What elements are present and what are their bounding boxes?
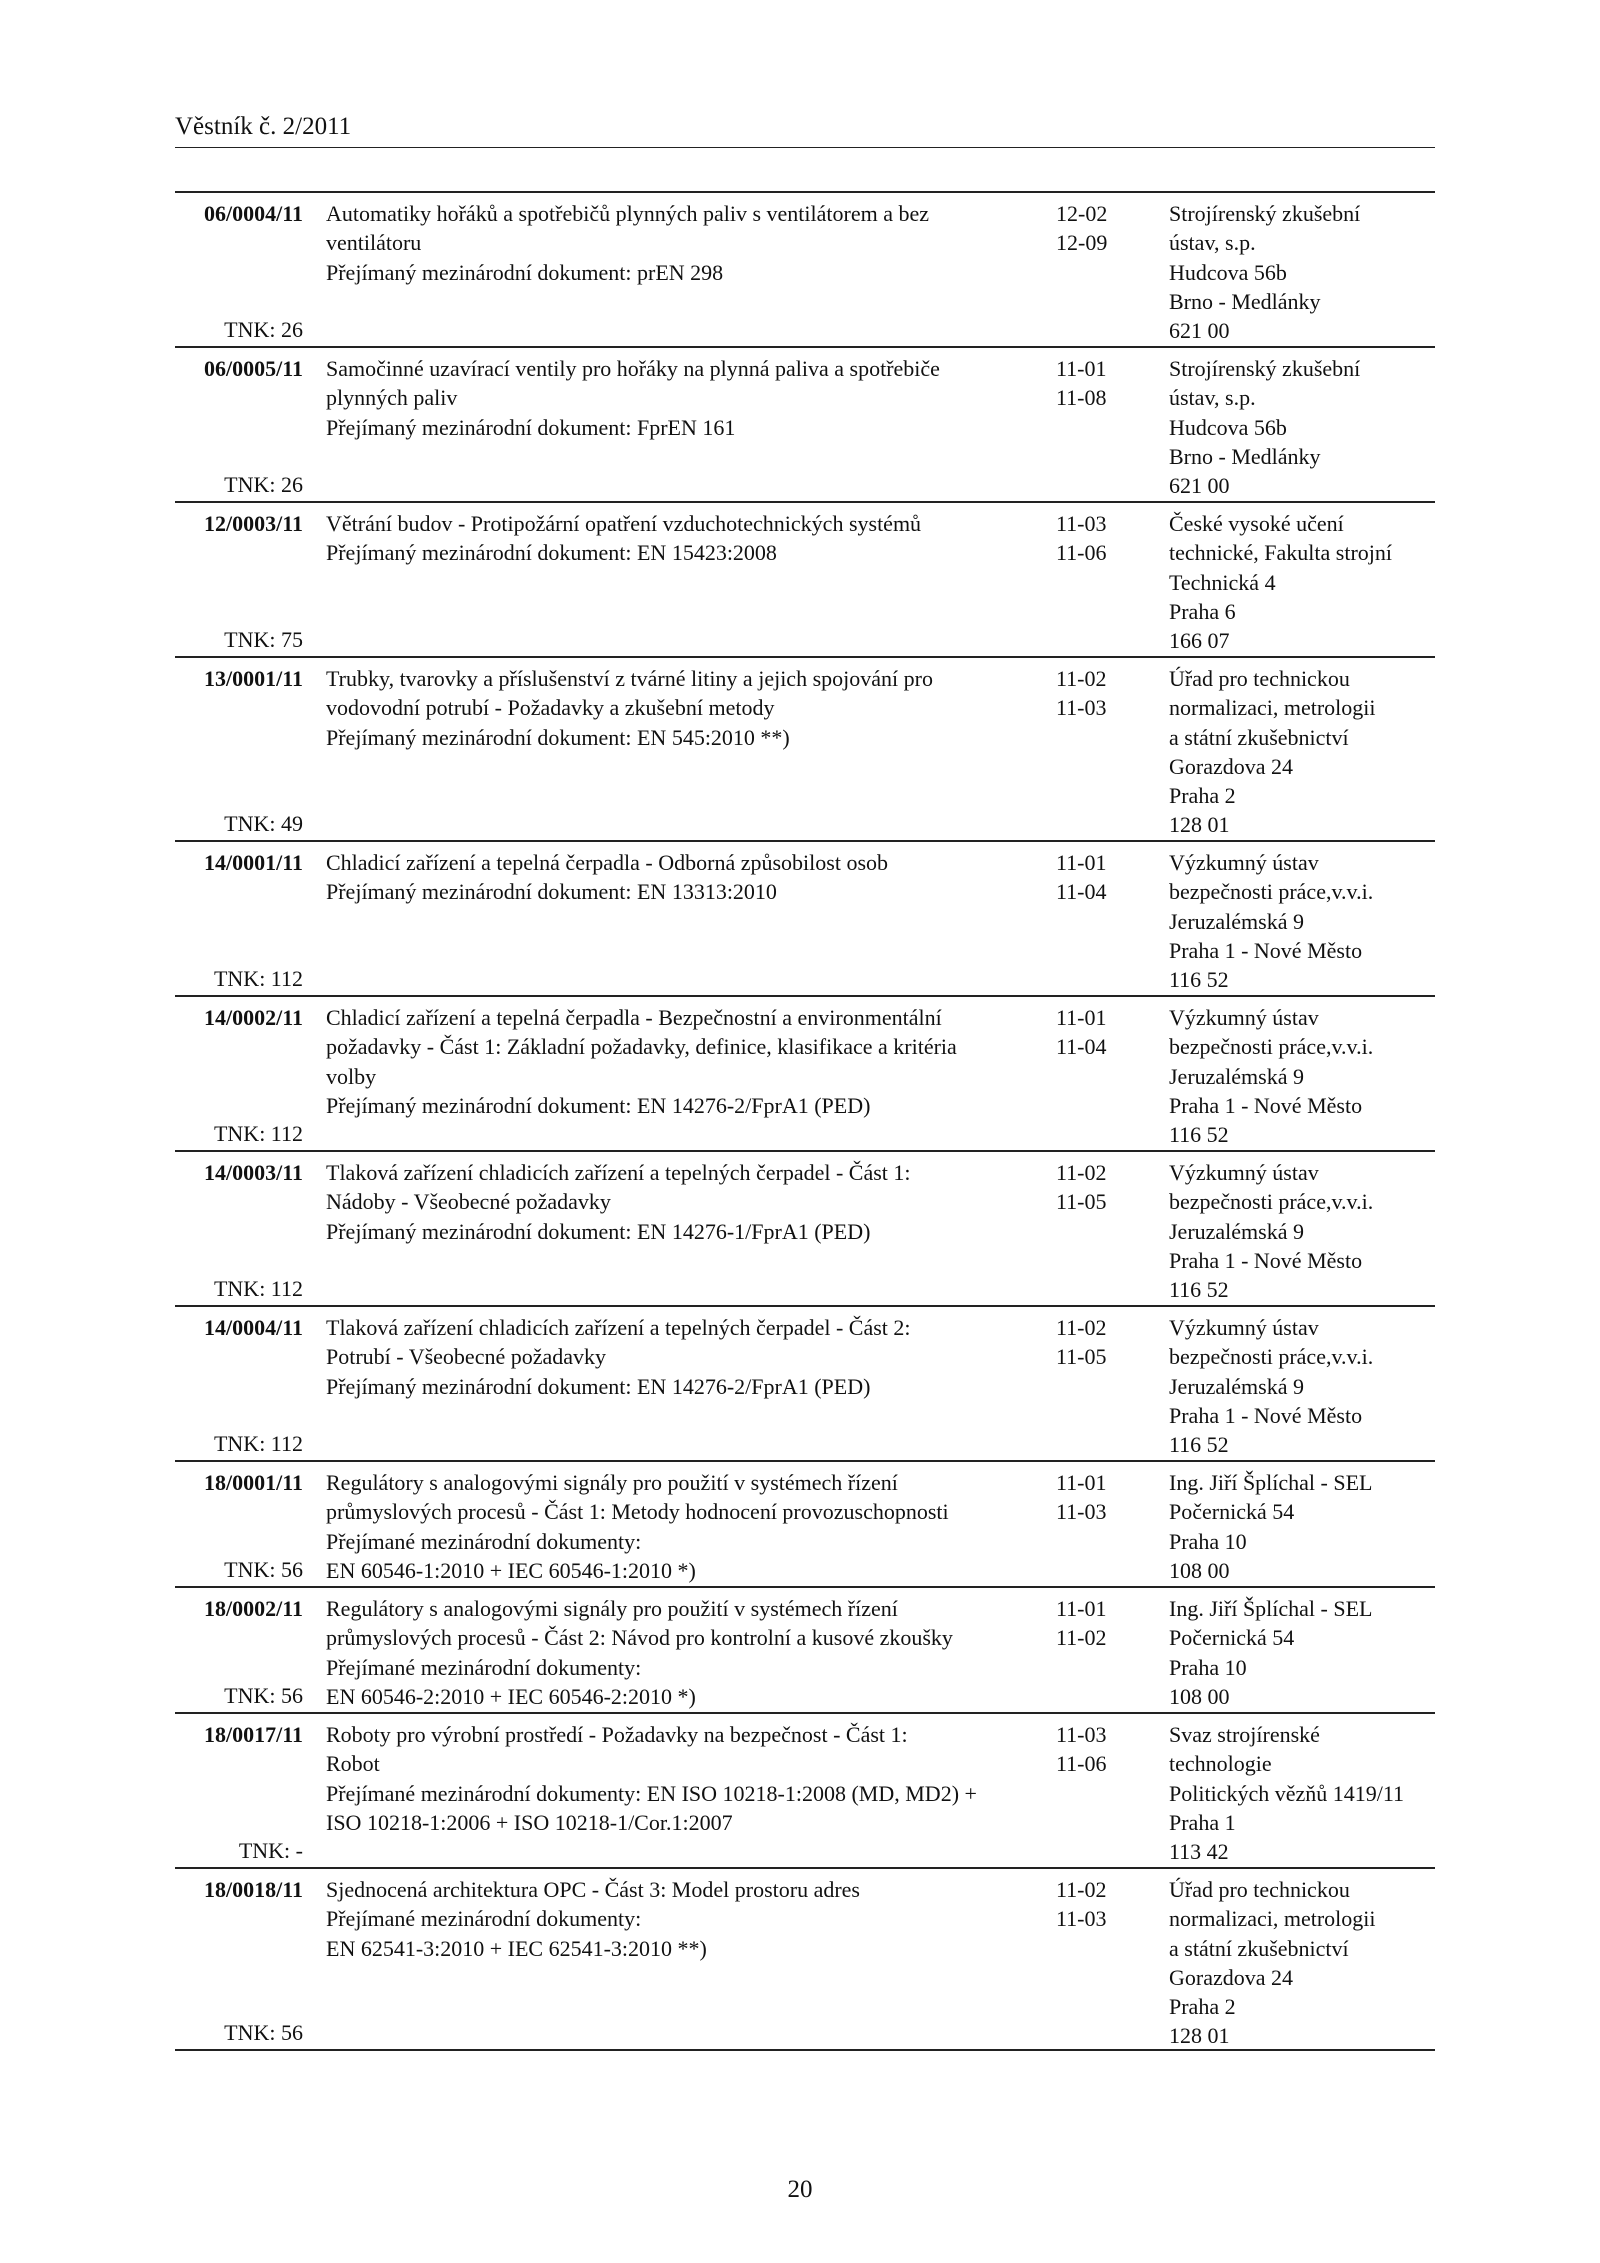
entry-tnk: TNK: 56 (224, 1682, 303, 1708)
table-row (175, 501, 1435, 656)
entry-description-line: Přejímaný mezinárodní dokument: EN 14276-2/FprA1 (PED) (326, 1092, 871, 1118)
table-row (175, 1867, 1435, 2051)
entry-organization (1169, 509, 1439, 655)
entry-organization-line: Brno - Medlánky (1169, 288, 1321, 314)
entry-code: 06/0005/11 (203, 356, 303, 381)
entry-organization-line: Praha 10 (1169, 1528, 1247, 1554)
entry-organization (1169, 1875, 1439, 2051)
entry-dates-line: 11-03 (1056, 1722, 1107, 1747)
entry-organization (1169, 1594, 1439, 1711)
entry-tnk: TNK: 26 (224, 316, 303, 342)
entry-description-line: Přejímaný mezinárodní dokument: FprEN 161 (326, 414, 736, 440)
entry-description-line: Samočinné uzavírací ventily pro hořáky na plynná paliva a spotřebiče (326, 356, 940, 381)
entry-code: 18/0001/11 (203, 1470, 303, 1495)
entry-description-line: EN 60546-1:2010 + IEC 60546-1:2010 *) (326, 1557, 696, 1583)
entry-dates-line: 11-08 (1056, 385, 1107, 411)
entry-organization (1169, 199, 1439, 345)
entry-organization-line: 108 00 (1169, 1683, 1230, 1709)
entry-organization-line: Praha 1 - Nové Město (1169, 1247, 1363, 1273)
entry-organization-line: Strojírenský zkušební (1169, 356, 1361, 381)
entry-dates-line: 11-03 (1056, 511, 1107, 536)
entry-organization-line: Hudcova 56b (1169, 259, 1287, 285)
entry-tnk: TNK: 112 (213, 1430, 303, 1456)
entry-description-line: Přejímané mezinárodní dokumenty: (326, 1654, 642, 1680)
entry-code: 18/0002/11 (203, 1596, 303, 1621)
entry-organization-line: Praha 6 (1169, 598, 1236, 624)
entry-description-line: Chladicí zařízení a tepelná čerpadla - Odborná způsobilost osob (326, 850, 889, 875)
entry-dates (1056, 1468, 1146, 1527)
entry-dates-line: 11-01 (1056, 1005, 1107, 1030)
entry-identifier (175, 848, 303, 993)
entry-organization-line: a státní zkušebnictví (1169, 1935, 1349, 1961)
entry-dates (1056, 848, 1146, 907)
entry-code: 14/0003/11 (203, 1160, 303, 1185)
entry-dates-line: 11-03 (1056, 1906, 1107, 1932)
entry-dates-line: 11-02 (1056, 1877, 1107, 1902)
entry-code: 18/0018/11 (203, 1877, 303, 1902)
entry-organization-line: Výzkumný ústav (1169, 1315, 1319, 1340)
entry-organization-line: bezpečnosti práce,v.v.i. (1169, 1189, 1374, 1215)
entry-description-line: vodovodní potrubí - Požadavky a zkušební metody (326, 695, 775, 721)
table-row (175, 346, 1435, 501)
page-header-title: Věstník č. 2/2011 (175, 113, 352, 140)
entry-organization-line: Jeruzalémská 9 (1169, 908, 1304, 934)
entry-description (326, 1158, 911, 1246)
entry-tnk: TNK: 56 (224, 2019, 303, 2045)
entry-dates (1056, 509, 1146, 568)
entry-code: 14/0001/11 (203, 850, 303, 875)
entry-description-line: plynných paliv (326, 385, 458, 411)
entry-description (326, 354, 940, 442)
entry-description-line: ISO 10218-1:2006 + ISO 10218-1/Cor.1:2007 (326, 1809, 733, 1835)
entry-dates-line: 11-02 (1056, 1625, 1107, 1651)
entry-identifier (175, 1875, 303, 2047)
entry-identifier (175, 1468, 303, 1584)
entry-organization-line: normalizaci, metrologii (1169, 1906, 1376, 1932)
entry-organization-line: bezpečnosti práce,v.v.i. (1169, 1034, 1374, 1060)
entry-description-line: průmyslových procesů - Část 2: Návod pro kontrolní a kusové zkoušky (326, 1625, 953, 1651)
entry-description (326, 509, 922, 568)
entry-description-line: Přejímané mezinárodní dokumenty: (326, 1528, 642, 1554)
entry-dates (1056, 199, 1146, 258)
table-row (175, 1305, 1435, 1460)
entry-organization-line: 621 00 (1169, 473, 1230, 499)
entry-dates-line: 11-05 (1056, 1189, 1107, 1215)
entry-dates-line: 11-01 (1056, 850, 1107, 875)
table-row (175, 656, 1435, 840)
entry-code: 13/0001/11 (203, 666, 303, 691)
entry-description-line: Roboty pro výrobní prostředí - Požadavky na bezpečnost - Část 1: (326, 1722, 908, 1747)
entry-organization-line: Hudcova 56b (1169, 414, 1287, 440)
entry-organization (1169, 1158, 1439, 1304)
entry-organization-line: ústav, s.p. (1169, 230, 1256, 256)
entry-tnk: TNK: 112 (213, 965, 303, 991)
entry-identifier (175, 509, 303, 654)
entry-organization-line: bezpečnosti práce,v.v.i. (1169, 1344, 1374, 1370)
entry-organization-line: 113 42 (1169, 1839, 1229, 1865)
entry-organization-line: Praha 1 - Nové Město (1169, 1092, 1363, 1118)
entry-dates-line: 11-04 (1056, 879, 1107, 905)
page-number: 20 (787, 2176, 813, 2203)
entry-description-line: Přejímané mezinárodní dokumenty: (326, 1906, 642, 1932)
entry-description-line: ventilátoru (326, 230, 422, 256)
entry-dates-line: 11-04 (1056, 1034, 1107, 1060)
entry-description (326, 1594, 953, 1711)
entry-dates-line: 11-02 (1056, 666, 1107, 691)
table-row (175, 1586, 1435, 1712)
entry-organization (1169, 1313, 1439, 1459)
entry-description-line: průmyslových procesů - Část 1: Metody hodnocení provozuschopnosti (326, 1499, 949, 1525)
entry-organization-line: ústav, s.p. (1169, 385, 1256, 411)
entry-code: 14/0004/11 (203, 1315, 303, 1340)
entry-organization-line: Praha 1 - Nové Město (1169, 937, 1363, 963)
entry-organization (1169, 1468, 1439, 1585)
entry-dates-line: 11-01 (1056, 1470, 1107, 1495)
entry-dates (1056, 1003, 1146, 1062)
entry-dates-line: 11-02 (1056, 1160, 1107, 1185)
entry-organization-line: Počernická 54 (1169, 1625, 1295, 1651)
entry-organization-line: 128 01 (1169, 812, 1230, 838)
entry-organization-line: a státní zkušebnictví (1169, 724, 1349, 750)
table-row (175, 840, 1435, 995)
entry-organization-line: 621 00 (1169, 318, 1230, 344)
table-row (175, 1460, 1435, 1586)
entry-organization-line: Výzkumný ústav (1169, 850, 1319, 875)
entry-organization-line: Brno - Medlánky (1169, 443, 1321, 469)
entry-description (326, 664, 933, 752)
entry-organization-line: 108 00 (1169, 1557, 1230, 1583)
entry-description-line: Chladicí zařízení a tepelná čerpadla - Bezpečnostní a environmentální (326, 1005, 942, 1030)
entry-description-line: EN 60546-2:2010 + IEC 60546-2:2010 *) (326, 1683, 696, 1709)
table-row (175, 1150, 1435, 1305)
entry-organization-line: 116 52 (1169, 967, 1229, 993)
table-row (175, 995, 1435, 1150)
entry-organization-line: Počernická 54 (1169, 1499, 1295, 1525)
entry-code: 06/0004/11 (203, 201, 303, 226)
entry-dates-line: 11-06 (1056, 1751, 1107, 1777)
entry-description-line: EN 62541-3:2010 + IEC 62541-3:2010 **) (326, 1935, 707, 1961)
entry-description-line: Nádoby - Všeobecné požadavky (326, 1189, 611, 1215)
entry-organization (1169, 1720, 1439, 1866)
entry-organization-line: technické, Fakulta strojní (1169, 540, 1392, 566)
header-divider (175, 147, 1435, 148)
entry-description-line: Přejímaný mezinárodní dokument: prEN 298 (326, 259, 724, 285)
entry-description (326, 1468, 949, 1585)
entry-description-line: Přejímaný mezinárodní dokument: EN 15423:2008 (326, 540, 777, 566)
entry-dates-line: 11-05 (1056, 1344, 1107, 1370)
entry-organization-line: České vysoké učení (1169, 511, 1344, 536)
entry-description-line: Regulátory s analogovými signály pro použití v systémech řízení (326, 1470, 898, 1495)
entry-organization-line: Strojírenský zkušební (1169, 201, 1361, 226)
entry-code: 18/0017/11 (203, 1722, 303, 1747)
entry-organization-line: Jeruzalémská 9 (1169, 1373, 1304, 1399)
entry-identifier (175, 354, 303, 499)
entry-organization-line: 128 01 (1169, 2023, 1230, 2049)
entry-description-line: Tlaková zařízení chladicích zařízení a tepelných čerpadel - Část 2: (326, 1315, 911, 1340)
entry-dates (1056, 1720, 1146, 1779)
entry-identifier (175, 1158, 303, 1303)
entry-description (326, 1003, 957, 1120)
entry-description-line: Regulátory s analogovými signály pro použití v systémech řízení (326, 1596, 898, 1621)
entry-dates (1056, 1594, 1146, 1653)
entry-organization-line: technologie (1169, 1751, 1272, 1777)
entry-organization-line: Technická 4 (1169, 569, 1276, 595)
entry-organization-line: Jeruzalémská 9 (1169, 1063, 1304, 1089)
entry-description (326, 1720, 977, 1837)
entry-dates-line: 11-01 (1056, 1596, 1107, 1621)
entry-identifier (175, 664, 303, 838)
entry-description (326, 199, 930, 287)
entry-tnk: TNK: 56 (224, 1556, 303, 1582)
entry-dates-line: 11-01 (1056, 356, 1107, 381)
entry-dates-line: 11-03 (1056, 695, 1107, 721)
entry-organization-line: Jeruzalémská 9 (1169, 1218, 1304, 1244)
entry-organization-line: Praha 1 (1169, 1809, 1236, 1835)
entry-tnk: TNK: 26 (224, 471, 303, 497)
entry-description (326, 848, 889, 907)
entry-organization-line: Gorazdova 24 (1169, 753, 1294, 779)
entry-description-line: Robot (326, 1751, 380, 1777)
entry-identifier (175, 1594, 303, 1710)
entry-organization-line: Úřad pro technickou (1169, 666, 1350, 691)
entry-organization-line: Úřad pro technickou (1169, 1877, 1350, 1902)
entry-organization-line: Výzkumný ústav (1169, 1005, 1319, 1030)
entry-dates-line: 12-09 (1056, 230, 1108, 256)
entry-description-line: volby (326, 1063, 377, 1089)
entry-tnk: TNK: 75 (224, 626, 303, 652)
entry-organization-line: bezpečnosti práce,v.v.i. (1169, 879, 1374, 905)
entry-tnk: TNK: - (238, 1837, 303, 1863)
entry-description-line: Větrání budov - Protipožární opatření vzduchotechnických systémů (326, 511, 922, 536)
entry-dates (1056, 664, 1146, 723)
table-row (175, 1712, 1435, 1867)
entry-dates (1056, 1158, 1146, 1217)
entry-description-line: Tlaková zařízení chladicích zařízení a tepelných čerpadel - Část 1: (326, 1160, 911, 1185)
entry-description-line: Přejímaný mezinárodní dokument: EN 14276-1/FprA1 (PED) (326, 1218, 871, 1244)
entry-organization-line: Praha 2 (1169, 783, 1236, 809)
entry-organization-line: normalizaci, metrologii (1169, 695, 1376, 721)
entry-description-line: Přejímaný mezinárodní dokument: EN 545:2010 **) (326, 724, 790, 750)
entry-organization-line: 166 07 (1169, 628, 1230, 654)
entry-description-line: požadavky - Část 1: Základní požadavky, definice, klasifikace a kritéria (326, 1034, 957, 1060)
entry-organization (1169, 1003, 1439, 1149)
entry-organization-line: Politických vězňů 1419/11 (1169, 1780, 1405, 1806)
entry-description-line: Přejímaný mezinárodní dokument: EN 14276-2/FprA1 (PED) (326, 1373, 871, 1399)
entry-organization-line: Praha 10 (1169, 1654, 1247, 1680)
entry-identifier (175, 1003, 303, 1148)
entry-identifier (175, 1313, 303, 1458)
entry-description-line: Automatiky hořáků a spotřebičů plynných paliv s ventilátorem a bez (326, 201, 930, 226)
entry-organization-line: 116 52 (1169, 1122, 1229, 1148)
table-row (175, 191, 1435, 346)
entry-dates (1056, 354, 1146, 413)
entry-organization (1169, 848, 1439, 994)
entry-dates (1056, 1875, 1146, 1934)
entry-tnk: TNK: 49 (224, 810, 303, 836)
entry-description-line: Přejímaný mezinárodní dokument: EN 13313:2010 (326, 879, 777, 905)
entry-dates-line: 11-02 (1056, 1315, 1107, 1340)
entry-tnk: TNK: 112 (213, 1275, 303, 1301)
standards-table (175, 191, 1435, 2051)
entry-organization-line: Ing. Jiří Šplíchal - SEL (1169, 1596, 1373, 1621)
entry-code: 12/0003/11 (203, 511, 303, 536)
entry-organization-line: Ing. Jiří Šplíchal - SEL (1169, 1470, 1373, 1495)
entry-description (326, 1875, 866, 1963)
entry-organization-line: Gorazdova 24 (1169, 1964, 1294, 1990)
entry-organization-line: 116 52 (1169, 1432, 1229, 1458)
entry-dates-line: 11-03 (1056, 1499, 1107, 1525)
entry-description-line: Sjednocená architektura OPC - Část 3: Model prostoru adres (326, 1877, 860, 1902)
entry-code: 14/0002/11 (203, 1005, 303, 1030)
entry-organization-line: Výzkumný ústav (1169, 1160, 1319, 1185)
entry-identifier (175, 199, 303, 344)
entry-organization-line: Svaz strojírenské (1169, 1722, 1320, 1747)
entry-identifier (175, 1720, 303, 1865)
entry-description-line: Potrubí - Všeobecné požadavky (326, 1344, 607, 1370)
entry-organization-line: Praha 1 - Nové Město (1169, 1402, 1363, 1428)
entry-description-line: Přejímané mezinárodní dokumenty: EN ISO 10218-1:2008 (MD, MD2) + (326, 1780, 977, 1806)
entry-tnk: TNK: 112 (213, 1120, 303, 1146)
entry-description-line: Trubky, tvarovky a příslušenství z tvárné litiny a jejich spojování pro (326, 666, 933, 691)
entry-dates-line: 12-02 (1056, 201, 1108, 226)
entry-organization-line: Praha 2 (1169, 1994, 1236, 2020)
entry-organization (1169, 664, 1439, 840)
entry-dates-line: 11-06 (1056, 540, 1107, 566)
entry-organization-line: 116 52 (1169, 1277, 1229, 1303)
entry-description (326, 1313, 911, 1401)
entry-organization (1169, 354, 1439, 500)
entry-dates (1056, 1313, 1146, 1372)
